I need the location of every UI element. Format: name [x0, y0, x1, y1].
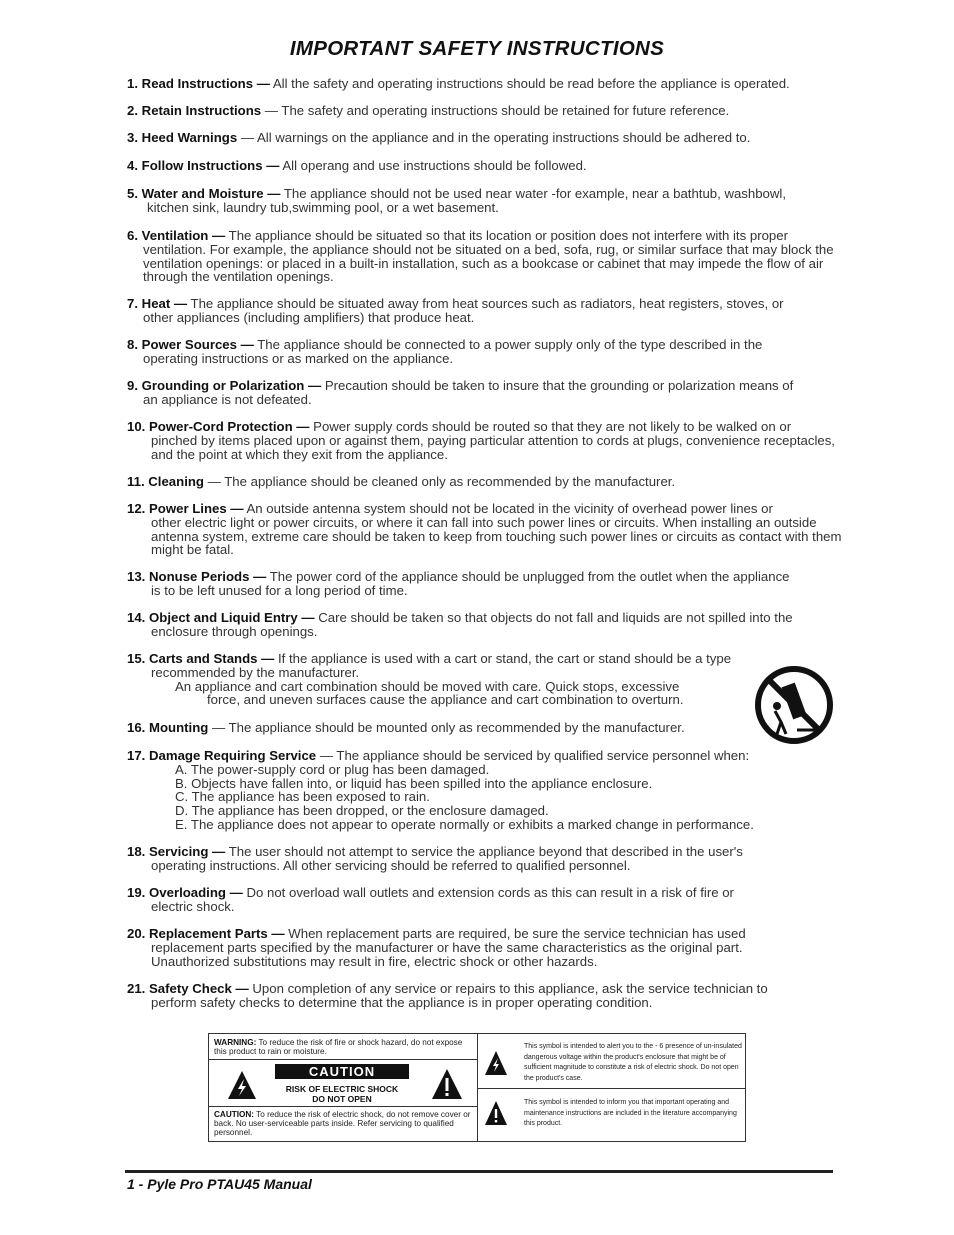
instruction-item-12: 12. Power Lines — An outside antenna system should not be located in the vicinity of overhead power lines or other electric light or power circuits, or where it can fall into such power lines or circuits. When installing an outside antenna system, extreme care should be taken to keep from touching such power lines or circuits as contact with them might be fatal.: [127, 501, 842, 558]
instructions-symbol-text: This symbol is intended to inform you that important operating and maintenance instructions are included in the literature accompanying this product.: [524, 1099, 737, 1127]
instruction-item-13: 13. Nonuse Periods — The power cord of the appliance should be unplugged from the outlet when the appliance is to be left unused for a long period of time.: [127, 569, 790, 598]
instruction-item-17: 17. Damage Requiring Service — The appliance should be serviced by qualified service personnel when: A. The power-supply cord or plug has been damaged. B. Objects have fallen into, or liquid has been spilled into the appliance enclosure. C. The appliance has been exposed to rain. D. The appliance has been dropped, or the enclosure damaged. E. The appliance does not appear to operate normally or exhibits a marked change in performance.: [127, 748, 754, 832]
instruction-item-3: 3. Heed Warnings — All warnings on the appliance and in the operating instructions should be adhered to.: [127, 130, 751, 145]
instruction-item-6: 6. Ventilation — The appliance should be situated so that its location or position does not interfere with its proper ventilation. For example, the appliance should not be situated on a bed, sofa, rug, or similar surface that may block the ventilation openings: or placed in a built-in installation, such as a bookcase or cabinet that may impede the flow of air through the ventilation openings.: [127, 228, 834, 285]
divider: [209, 1106, 477, 1107]
instruction-item-4: 4. Follow Instructions — All operang and use instructions should be followed.: [127, 158, 587, 173]
warning-box: [208, 1033, 746, 1142]
instruction-item-10: 10. Power-Cord Protection — Power supply cords should be routed so that they are not likely to be walked on or pinched by items placed upon or against them, paying particular attention to cords at plugs, convenience receptacles, and the point at which they exit from the appliance.: [127, 419, 835, 462]
risk-of-shock-label: RISK OF ELECTRIC SHOCK DO NOT OPEN: [285, 1084, 399, 1104]
caution-text: CAUTION: To reduce the risk of electric shock, do not remove cover or back. No user-serviceable parts inside. Refer servicing to qualified personnel.: [214, 1110, 471, 1138]
instruction-item-9: 9. Grounding or Polarization — Precaution should be taken to insure that the grounding or polarization means of an appliance is not defeated.: [127, 378, 794, 407]
instruction-item-8: 8. Power Sources — The appliance should be connected to a power supply only of the type described in the operating instructions or as marked on the appliance.: [127, 337, 763, 366]
instruction-item-16: 16. Mounting — The appliance should be mounted only as recommended by the manufacturer.: [127, 720, 685, 735]
instruction-item-19: 19. Overloading — Do not overload wall outlets and extension cords as this can result in a risk of fire or electric shock.: [127, 885, 734, 914]
instruction-item-21: 21. Safety Check — Upon completion of any service or repairs to this appliance, ask the service technician to perform safety checks to determine that the appliance is in proper operating condition.: [127, 981, 768, 1010]
warning-text: WARNING: To reduce the risk of fire or shock hazard, do not expose this product to rain or moisture.: [214, 1038, 463, 1057]
instruction-item-7: 7. Heat — The appliance should be situated away from heat sources such as radiators, heat registers, stoves, or other appliances (including amplifiers) that produce heat.: [127, 296, 784, 325]
divider: [209, 1059, 477, 1060]
page-footer: 1 - Pyle Pro PTAU45 Manual: [127, 1176, 312, 1192]
lightning-warning-icon: [227, 1070, 257, 1100]
instruction-item-5: 5. Water and Moisture — The appliance should not be used near water -for example, near a bathtub, washbowl, kitchen sink, laundry tub,swimming pool, or a wet basement.: [127, 186, 787, 215]
caution-banner: CAUTION: [275, 1064, 409, 1079]
instruction-item-20: 20. Replacement Parts — When replacement parts are required, be sure the service technician has used replacement parts specified by the manufacturer or have the same characteristics as the original part. Unauthorized substitutions may result in fire, electric shock or other hazards.: [127, 926, 746, 969]
lightning-warning-icon: [484, 1050, 508, 1076]
instruction-item-15: 15. Carts and Stands — If the appliance is used with a cart or stand, the cart or stand should be a type recommended by the manufacturer. An appliance and cart combination should be moved with care. Quick stops, excessive force, and uneven surfaces cause the appliance and cart combination to overturn.: [127, 651, 732, 708]
voltage-symbol-text: This symbol is intended to alert you to the - 6 presence of un-insulated dangerous voltage within the product's enclosure that might be of sufficient magnitude to constitute a risk of electric shock. Do not open the product's case.: [524, 1043, 742, 1082]
warning-box-right: [478, 1034, 745, 1141]
exclamation-warning-icon: [431, 1068, 463, 1100]
page-title: IMPORTANT SAFETY INSTRUCTIONS: [289, 37, 665, 60]
warning-box-left: [209, 1034, 478, 1141]
instruction-item-1: 1. Read Instructions — All the safety and operating instructions should be read before the appliance is operated.: [127, 76, 790, 91]
instruction-item-11: 11. Cleaning — The appliance should be cleaned only as recommended by the manufacturer.: [127, 474, 676, 489]
divider: [478, 1088, 745, 1089]
exclamation-warning-icon: [484, 1100, 508, 1126]
instruction-item-14: 14. Object and Liquid Entry — Care should be taken so that objects do not fall and liquids are not spilled into the enclosure through openings.: [127, 610, 793, 639]
instruction-item-2: 2. Retain Instructions — The safety and operating instructions should be retained for future reference.: [127, 103, 730, 118]
footer-rule: [125, 1170, 833, 1173]
instruction-item-18: 18. Servicing — The user should not attempt to service the appliance beyond that described in the user's operating instructions. All other servicing should be referred to qualified personnel.: [127, 844, 743, 873]
